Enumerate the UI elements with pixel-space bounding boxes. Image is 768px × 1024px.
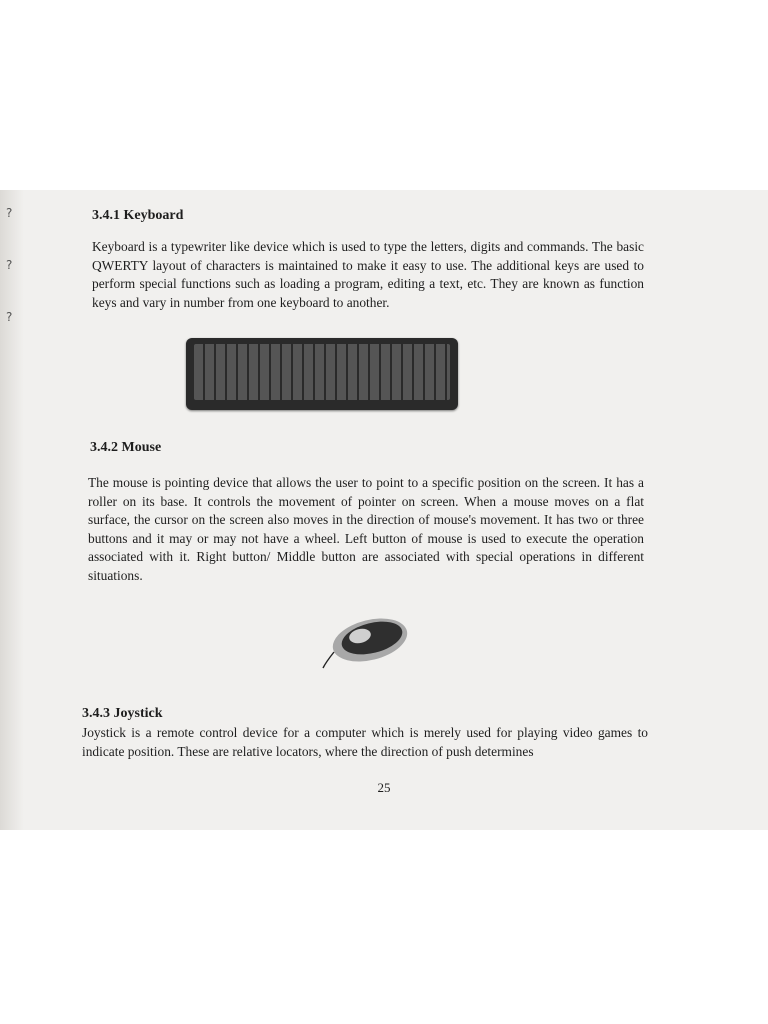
margin-mark: ? <box>6 310 13 324</box>
joystick-paragraph: Joystick is a remote control device for a computer which is merely used for playing video games to indicate position. These are relative locators, where the direction of push determines <box>82 725 648 759</box>
mouse-image <box>320 614 420 674</box>
keyboard-image <box>186 338 458 410</box>
section-heading-joystick: 3.4.3 Joystick <box>82 706 163 721</box>
section-heading-keyboard: 3.4.1 Keyboard <box>92 208 184 223</box>
mouse-paragraph: The mouse is pointing device that allows the user to point to a specific position on the screen. It has a roller on its base. It controls the movement of pointer on screen. When a mouse moves on a flat surface, the cursor on the screen also moves in the direction of mouse's movement. It has two or three buttons and it may or may not have a wheel. Left button of mouse is used to execute the operation associated with it. Right button/ Middle button are associated with special operations in different situations. <box>88 475 644 583</box>
mouse-cable <box>323 652 334 668</box>
keyboard-keys <box>194 344 450 400</box>
keyboard-paragraph: Keyboard is a typewriter like device which is used to type the letters, digits and commands. The basic QWERTY layout of characters is maintained to make it easy to use. The additional keys are used to perform special functions such as loading a program, editing a text, etc. They are known as function keys and vary in number from one keyboard to another. <box>92 239 644 310</box>
margin-mark: ? <box>6 258 13 272</box>
scan-shadow-edge <box>0 190 24 830</box>
page-number: 25 <box>377 780 391 795</box>
section-heading-mouse: 3.4.2 Mouse <box>90 440 162 455</box>
margin-mark: ? <box>6 206 13 220</box>
